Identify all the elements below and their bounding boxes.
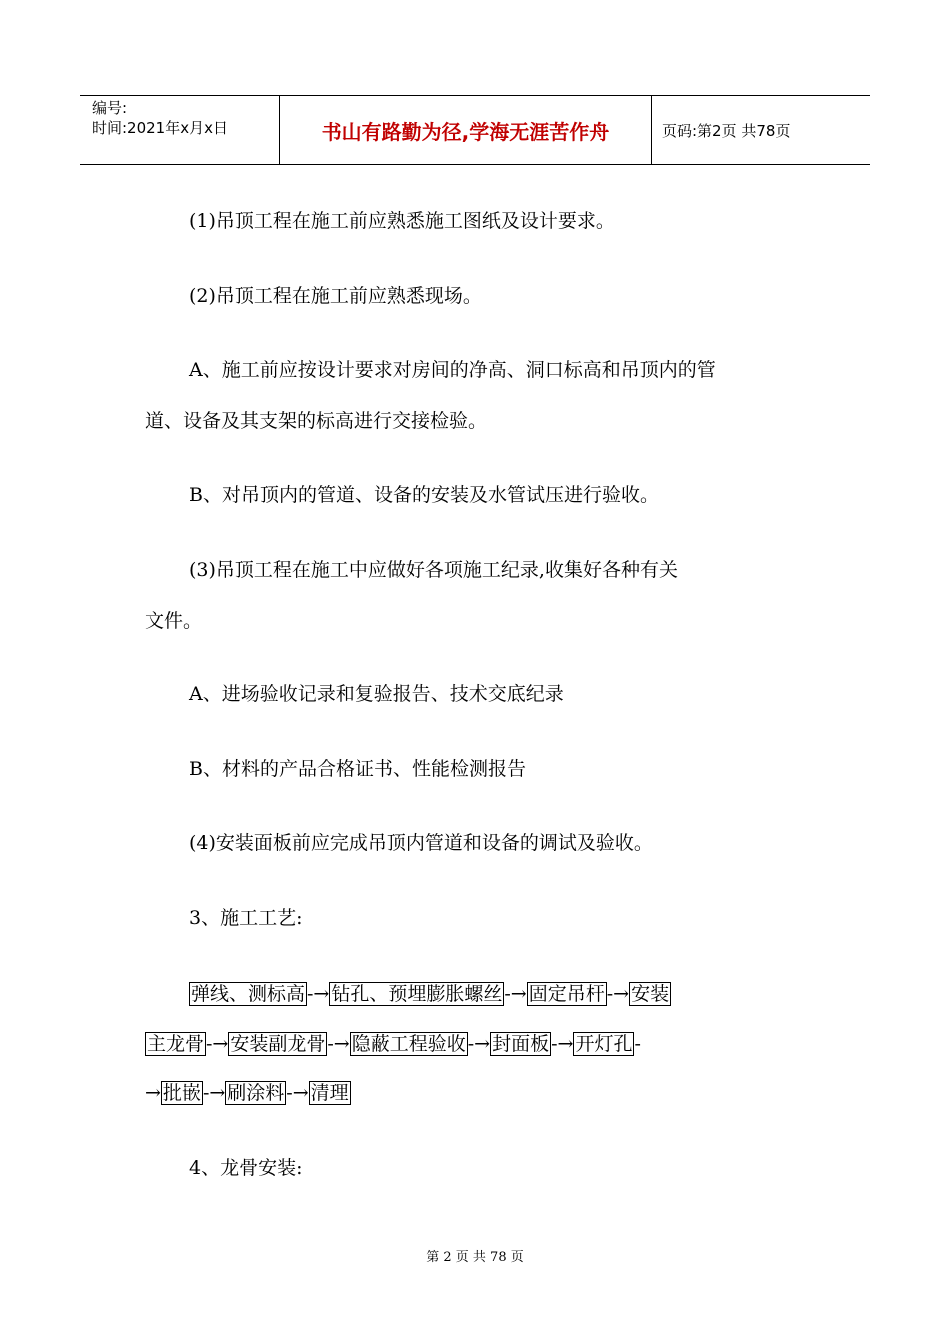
paragraph: (3)吊顶工程在施工中应做好各项施工纪录,收集好各种有关 <box>189 559 678 581</box>
header-meta <box>80 96 280 164</box>
flow-arrow: -→ <box>551 1033 574 1055</box>
process-step: 钻孔、预埋膨胀螺丝 <box>331 983 503 1005</box>
paragraph: B、材料的产品合格证书、性能检测报告 <box>189 758 526 780</box>
process-step: 批嵌 <box>162 1082 201 1104</box>
process-step: 弹线、测标高 <box>191 983 306 1005</box>
process-step: 固定吊杆 <box>528 983 605 1005</box>
process-step: 安装 <box>631 983 670 1005</box>
flow-arrow: -→ <box>286 1082 309 1104</box>
flow-arrow: -→ <box>606 983 630 1005</box>
process-flow-line <box>145 1031 641 1057</box>
process-step: 开灯孔 <box>575 1033 633 1055</box>
process-flow-line <box>189 981 671 1007</box>
flow-arrow: -→ <box>327 1033 350 1055</box>
flow-arrow: -→ <box>307 983 330 1005</box>
document-time-label: 时间:2021年x月x日 <box>92 119 228 137</box>
process-step: 安装副龙骨 <box>230 1033 326 1055</box>
flow-arrow: -→ <box>504 983 527 1005</box>
paragraph: 道、设备及其支架的标高进行交接检验。 <box>145 410 488 432</box>
flow-arrow: - <box>634 1033 641 1055</box>
flow-arrow: -→ <box>202 1082 226 1104</box>
section-heading: 3、施工工艺: <box>189 907 303 929</box>
process-flow-line <box>145 1080 351 1106</box>
page-header <box>80 95 870 165</box>
paragraph: (1)吊顶工程在施工前应熟悉施工图纸及设计要求。 <box>189 210 615 232</box>
flow-arrow: -→ <box>206 1033 229 1055</box>
paragraph: A、进场验收记录和复验报告、技术交底纪录 <box>189 683 564 705</box>
paragraph: 文件。 <box>145 610 203 632</box>
page-footer: 第 2 页 共 78 页 <box>426 1250 524 1265</box>
flow-arrow: → <box>145 1082 161 1104</box>
paragraph: A、施工前应按设计要求对房间的净高、洞口标高和吊顶内的管 <box>189 359 716 381</box>
paragraph: (4)安装面板前应完成吊顶内管道和设备的调试及验收。 <box>189 832 653 854</box>
process-step: 刷涂料 <box>227 1082 285 1104</box>
paragraph: B、对吊顶内的管道、设备的安装及水管试压进行验收。 <box>189 484 659 506</box>
paragraph: (2)吊顶工程在施工前应熟悉现场。 <box>189 285 482 307</box>
process-step: 清理 <box>310 1082 349 1104</box>
header-page-info: 页码:第2页 共78页 <box>662 121 791 140</box>
document-number-label: 编号: <box>92 99 128 117</box>
flow-arrow: -→ <box>467 1033 491 1055</box>
process-step: 隐蔽工程验收 <box>351 1033 466 1055</box>
process-step: 封面板 <box>492 1033 550 1055</box>
process-step: 主龙骨 <box>147 1033 205 1055</box>
header-slogan: 书山有路勤为径,学海无涯苦作舟 <box>280 96 652 164</box>
section-heading: 4、龙骨安装: <box>189 1157 303 1179</box>
